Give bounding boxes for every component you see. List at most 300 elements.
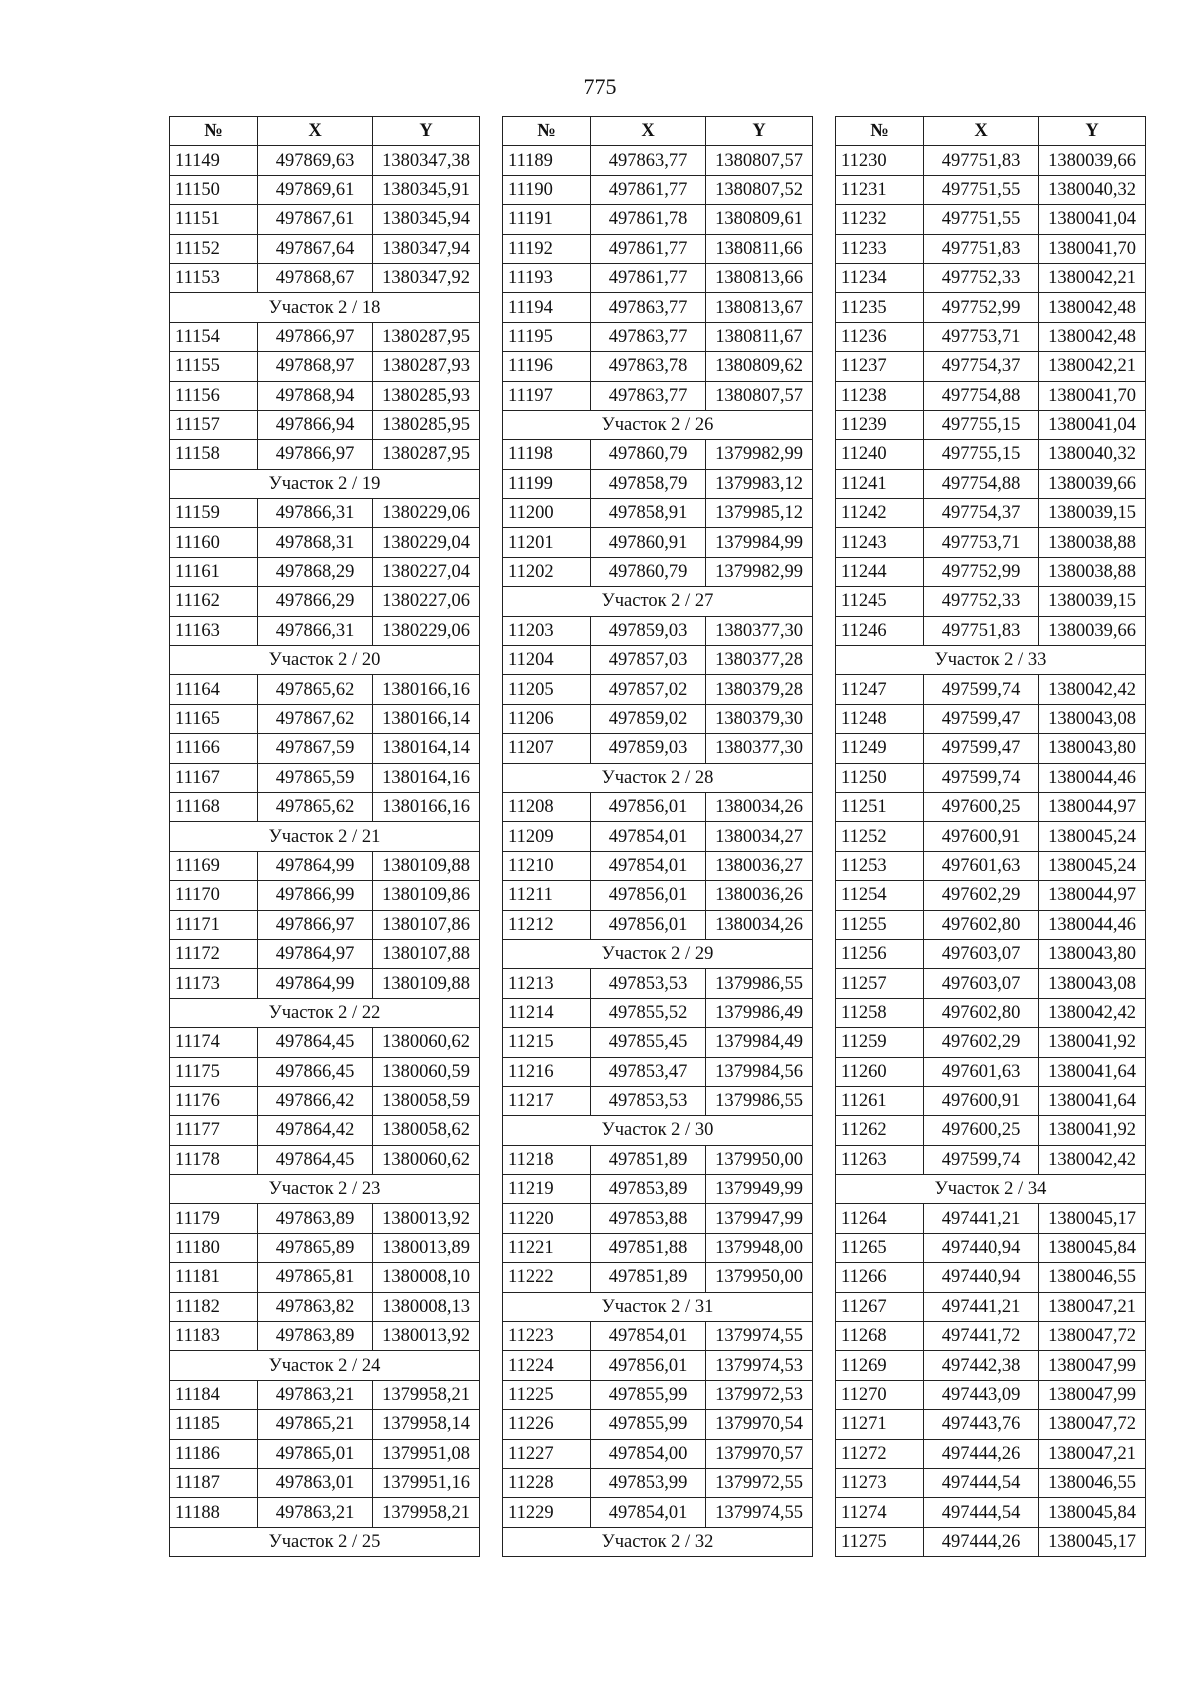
table-row bbox=[836, 175, 1146, 204]
point-number-cell: 11249 bbox=[836, 734, 924, 763]
x-coordinate-cell: 497754,37 bbox=[924, 499, 1039, 528]
y-coordinate-cell: 1380041,04 bbox=[1039, 205, 1146, 234]
x-coordinate-cell: 497754,88 bbox=[924, 381, 1039, 410]
table-row bbox=[503, 1028, 813, 1057]
table-row bbox=[836, 293, 1146, 322]
y-coordinate-cell: 1380287,93 bbox=[373, 352, 480, 381]
x-coordinate-cell: 497857,03 bbox=[591, 646, 706, 675]
page-number: 775 bbox=[583, 74, 617, 99]
x-coordinate-cell: 497441,21 bbox=[924, 1292, 1039, 1321]
table-row bbox=[503, 381, 813, 410]
y-coordinate-cell: 1380045,84 bbox=[1039, 1233, 1146, 1262]
table-row bbox=[503, 205, 813, 234]
point-number-cell: 11152 bbox=[170, 234, 258, 263]
x-coordinate-cell: 497863,77 bbox=[591, 381, 706, 410]
y-coordinate-cell: 1380045,84 bbox=[1039, 1498, 1146, 1527]
x-coordinate-cell: 497755,15 bbox=[924, 440, 1039, 469]
section-label: Участок 2 / 25 bbox=[170, 1527, 480, 1556]
point-number-cell: 11240 bbox=[836, 440, 924, 469]
table-row bbox=[836, 1292, 1146, 1321]
point-number-cell: 11269 bbox=[836, 1351, 924, 1380]
x-coordinate-cell: 497863,21 bbox=[258, 1498, 373, 1527]
x-coordinate-cell: 497861,77 bbox=[591, 234, 706, 263]
y-coordinate-cell: 1379984,56 bbox=[706, 1057, 813, 1086]
x-coordinate-cell: 497853,47 bbox=[591, 1057, 706, 1086]
point-number-cell: 11211 bbox=[503, 881, 591, 910]
x-coordinate-cell: 497853,89 bbox=[591, 1175, 706, 1204]
y-coordinate-cell: 1380036,27 bbox=[706, 851, 813, 880]
x-coordinate-cell: 497864,42 bbox=[258, 1116, 373, 1145]
y-coordinate-cell: 1380034,26 bbox=[706, 792, 813, 821]
y-coordinate-cell: 1380807,57 bbox=[706, 146, 813, 175]
y-coordinate-cell: 1380109,88 bbox=[373, 851, 480, 880]
x-coordinate-cell: 497851,88 bbox=[591, 1233, 706, 1262]
point-number-cell: 11166 bbox=[170, 734, 258, 763]
y-coordinate-cell: 1379974,53 bbox=[706, 1351, 813, 1380]
table-row bbox=[836, 1410, 1146, 1439]
point-number-cell: 11219 bbox=[503, 1175, 591, 1204]
y-coordinate-cell: 1380811,67 bbox=[706, 322, 813, 351]
y-coordinate-cell: 1380109,88 bbox=[373, 969, 480, 998]
table-row bbox=[836, 381, 1146, 410]
x-coordinate-cell: 497443,09 bbox=[924, 1380, 1039, 1409]
point-number-cell: 11248 bbox=[836, 704, 924, 733]
point-number-cell: 11266 bbox=[836, 1263, 924, 1292]
x-coordinate-cell: 497866,42 bbox=[258, 1086, 373, 1115]
point-number-cell: 11151 bbox=[170, 205, 258, 234]
table-row bbox=[503, 1322, 813, 1351]
point-number-cell: 11199 bbox=[503, 469, 591, 498]
y-coordinate-cell: 1380809,62 bbox=[706, 352, 813, 381]
table-header-row bbox=[503, 117, 813, 146]
table-row bbox=[170, 939, 480, 968]
table-row bbox=[836, 881, 1146, 910]
y-coordinate-cell: 1380039,66 bbox=[1039, 616, 1146, 645]
x-coordinate-cell: 497854,01 bbox=[591, 1322, 706, 1351]
section-row bbox=[503, 939, 813, 968]
point-number-cell: 11243 bbox=[836, 528, 924, 557]
section-label: Участок 2 / 19 bbox=[170, 469, 480, 498]
y-coordinate-cell: 1380039,15 bbox=[1039, 587, 1146, 616]
y-coordinate-cell: 1380041,70 bbox=[1039, 234, 1146, 263]
header-x: X bbox=[924, 117, 1039, 146]
point-number-cell: 11180 bbox=[170, 1233, 258, 1262]
y-coordinate-cell: 1380045,24 bbox=[1039, 851, 1146, 880]
table-row bbox=[503, 1204, 813, 1233]
x-coordinate-cell: 497854,00 bbox=[591, 1439, 706, 1468]
x-coordinate-cell: 497858,79 bbox=[591, 469, 706, 498]
table-row bbox=[503, 1498, 813, 1527]
section-row bbox=[503, 1527, 813, 1556]
point-number-cell: 11217 bbox=[503, 1086, 591, 1115]
x-coordinate-cell: 497444,26 bbox=[924, 1527, 1039, 1556]
point-number-cell: 11251 bbox=[836, 792, 924, 821]
x-coordinate-cell: 497853,88 bbox=[591, 1204, 706, 1233]
x-coordinate-cell: 497602,29 bbox=[924, 881, 1039, 910]
y-coordinate-cell: 1379982,99 bbox=[706, 440, 813, 469]
point-number-cell: 11188 bbox=[170, 1498, 258, 1527]
table-row bbox=[836, 499, 1146, 528]
x-coordinate-cell: 497869,61 bbox=[258, 175, 373, 204]
point-number-cell: 11247 bbox=[836, 675, 924, 704]
y-coordinate-cell: 1380107,86 bbox=[373, 910, 480, 939]
point-number-cell: 11267 bbox=[836, 1292, 924, 1321]
y-coordinate-cell: 1380013,92 bbox=[373, 1204, 480, 1233]
table-row bbox=[503, 881, 813, 910]
table-row bbox=[836, 969, 1146, 998]
section-row bbox=[836, 1175, 1146, 1204]
point-number-cell: 11196 bbox=[503, 352, 591, 381]
header-y: Y bbox=[373, 117, 480, 146]
x-coordinate-cell: 497856,01 bbox=[591, 881, 706, 910]
header-y: Y bbox=[1039, 117, 1146, 146]
x-coordinate-cell: 497868,97 bbox=[258, 352, 373, 381]
table-row bbox=[836, 792, 1146, 821]
x-coordinate-cell: 497863,82 bbox=[258, 1292, 373, 1321]
table-row bbox=[170, 969, 480, 998]
table-row bbox=[503, 146, 813, 175]
point-number-cell: 11181 bbox=[170, 1263, 258, 1292]
x-coordinate-cell: 497603,07 bbox=[924, 939, 1039, 968]
point-number-cell: 11186 bbox=[170, 1439, 258, 1468]
table-row bbox=[836, 234, 1146, 263]
table-row bbox=[170, 1410, 480, 1439]
table-row bbox=[170, 352, 480, 381]
y-coordinate-cell: 1379986,55 bbox=[706, 969, 813, 998]
point-number-cell: 11237 bbox=[836, 352, 924, 381]
y-coordinate-cell: 1380347,92 bbox=[373, 263, 480, 292]
point-number-cell: 11191 bbox=[503, 205, 591, 234]
point-number-cell: 11210 bbox=[503, 851, 591, 880]
y-coordinate-cell: 1380166,16 bbox=[373, 792, 480, 821]
table-row bbox=[503, 969, 813, 998]
point-number-cell: 11203 bbox=[503, 616, 591, 645]
table-row bbox=[836, 146, 1146, 175]
point-number-cell: 11177 bbox=[170, 1116, 258, 1145]
point-number-cell: 11241 bbox=[836, 469, 924, 498]
y-coordinate-cell: 1380047,72 bbox=[1039, 1410, 1146, 1439]
x-coordinate-cell: 497868,94 bbox=[258, 381, 373, 410]
table-row bbox=[836, 1439, 1146, 1468]
point-number-cell: 11246 bbox=[836, 616, 924, 645]
x-coordinate-cell: 497865,01 bbox=[258, 1439, 373, 1468]
x-coordinate-cell: 497751,83 bbox=[924, 146, 1039, 175]
header-number: № bbox=[503, 117, 591, 146]
table-row bbox=[836, 910, 1146, 939]
x-coordinate-cell: 497752,33 bbox=[924, 587, 1039, 616]
x-coordinate-cell: 497851,89 bbox=[591, 1145, 706, 1174]
x-coordinate-cell: 497754,88 bbox=[924, 469, 1039, 498]
point-number-cell: 11268 bbox=[836, 1322, 924, 1351]
header-number: № bbox=[836, 117, 924, 146]
x-coordinate-cell: 497859,02 bbox=[591, 704, 706, 733]
y-coordinate-cell: 1380042,21 bbox=[1039, 352, 1146, 381]
y-coordinate-cell: 1380813,66 bbox=[706, 263, 813, 292]
point-number-cell: 11165 bbox=[170, 704, 258, 733]
point-number-cell: 11170 bbox=[170, 881, 258, 910]
point-number-cell: 11162 bbox=[170, 587, 258, 616]
x-coordinate-cell: 497853,53 bbox=[591, 1086, 706, 1115]
point-number-cell: 11222 bbox=[503, 1263, 591, 1292]
point-number-cell: 11225 bbox=[503, 1380, 591, 1409]
y-coordinate-cell: 1380041,04 bbox=[1039, 410, 1146, 439]
table-row bbox=[836, 410, 1146, 439]
x-coordinate-cell: 497855,52 bbox=[591, 998, 706, 1027]
x-coordinate-cell: 497864,99 bbox=[258, 969, 373, 998]
x-coordinate-cell: 497600,91 bbox=[924, 1086, 1039, 1115]
y-coordinate-cell: 1380047,21 bbox=[1039, 1439, 1146, 1468]
point-number-cell: 11252 bbox=[836, 822, 924, 851]
y-coordinate-cell: 1380008,13 bbox=[373, 1292, 480, 1321]
y-coordinate-cell: 1380044,97 bbox=[1039, 792, 1146, 821]
point-number-cell: 11234 bbox=[836, 263, 924, 292]
point-number-cell: 11226 bbox=[503, 1410, 591, 1439]
point-number-cell: 11275 bbox=[836, 1527, 924, 1556]
point-number-cell: 11182 bbox=[170, 1292, 258, 1321]
y-coordinate-cell: 1380045,24 bbox=[1039, 822, 1146, 851]
point-number-cell: 11167 bbox=[170, 763, 258, 792]
table-row bbox=[503, 1086, 813, 1115]
x-coordinate-cell: 497866,94 bbox=[258, 410, 373, 439]
y-coordinate-cell: 1380807,57 bbox=[706, 381, 813, 410]
x-coordinate-cell: 497866,97 bbox=[258, 910, 373, 939]
table-row bbox=[503, 1351, 813, 1380]
y-coordinate-cell: 1380043,80 bbox=[1039, 734, 1146, 763]
y-coordinate-cell: 1380034,26 bbox=[706, 910, 813, 939]
y-coordinate-cell: 1380809,61 bbox=[706, 205, 813, 234]
x-coordinate-cell: 497442,38 bbox=[924, 1351, 1039, 1380]
table-row bbox=[170, 616, 480, 645]
point-number-cell: 11175 bbox=[170, 1057, 258, 1086]
x-coordinate-cell: 497602,80 bbox=[924, 910, 1039, 939]
point-number-cell: 11153 bbox=[170, 263, 258, 292]
table-row bbox=[170, 792, 480, 821]
y-coordinate-cell: 1380345,91 bbox=[373, 175, 480, 204]
table-row bbox=[503, 1380, 813, 1409]
point-number-cell: 11192 bbox=[503, 234, 591, 263]
section-row bbox=[170, 822, 480, 851]
table-row bbox=[503, 646, 813, 675]
header-y: Y bbox=[706, 117, 813, 146]
point-number-cell: 11202 bbox=[503, 557, 591, 586]
point-number-cell: 11274 bbox=[836, 1498, 924, 1527]
table-row bbox=[836, 1351, 1146, 1380]
y-coordinate-cell: 1379958,21 bbox=[373, 1498, 480, 1527]
header-x: X bbox=[258, 117, 373, 146]
section-label: Участок 2 / 27 bbox=[503, 587, 813, 616]
x-coordinate-cell: 497863,77 bbox=[591, 293, 706, 322]
y-coordinate-cell: 1380377,30 bbox=[706, 616, 813, 645]
y-coordinate-cell: 1380046,55 bbox=[1039, 1263, 1146, 1292]
table-row bbox=[170, 410, 480, 439]
y-coordinate-cell: 1380041,70 bbox=[1039, 381, 1146, 410]
table-row bbox=[170, 1263, 480, 1292]
y-coordinate-cell: 1379970,57 bbox=[706, 1439, 813, 1468]
point-number-cell: 11239 bbox=[836, 410, 924, 439]
table-row bbox=[836, 822, 1146, 851]
point-number-cell: 11213 bbox=[503, 969, 591, 998]
point-number-cell: 11206 bbox=[503, 704, 591, 733]
table-row bbox=[836, 1380, 1146, 1409]
table-row bbox=[170, 1028, 480, 1057]
table-row bbox=[170, 763, 480, 792]
section-row bbox=[836, 646, 1146, 675]
x-coordinate-cell: 497441,21 bbox=[924, 1204, 1039, 1233]
y-coordinate-cell: 1379958,14 bbox=[373, 1410, 480, 1439]
x-coordinate-cell: 497753,71 bbox=[924, 322, 1039, 351]
point-number-cell: 11263 bbox=[836, 1145, 924, 1174]
y-coordinate-cell: 1379947,99 bbox=[706, 1204, 813, 1233]
table-row bbox=[170, 499, 480, 528]
table-row bbox=[836, 528, 1146, 557]
y-coordinate-cell: 1379984,99 bbox=[706, 528, 813, 557]
table-row bbox=[836, 1086, 1146, 1115]
section-label: Участок 2 / 30 bbox=[503, 1116, 813, 1145]
table-row bbox=[170, 322, 480, 351]
point-number-cell: 11216 bbox=[503, 1057, 591, 1086]
y-coordinate-cell: 1380164,16 bbox=[373, 763, 480, 792]
table-row bbox=[503, 440, 813, 469]
table-row bbox=[503, 263, 813, 292]
table-row bbox=[170, 557, 480, 586]
y-coordinate-cell: 1380041,64 bbox=[1039, 1057, 1146, 1086]
table-row bbox=[170, 1468, 480, 1497]
point-number-cell: 11233 bbox=[836, 234, 924, 263]
y-coordinate-cell: 1379972,55 bbox=[706, 1468, 813, 1497]
x-coordinate-cell: 497751,55 bbox=[924, 205, 1039, 234]
y-coordinate-cell: 1380046,55 bbox=[1039, 1468, 1146, 1497]
x-coordinate-cell: 497751,83 bbox=[924, 616, 1039, 645]
y-coordinate-cell: 1380040,32 bbox=[1039, 440, 1146, 469]
point-number-cell: 11230 bbox=[836, 146, 924, 175]
point-number-cell: 11253 bbox=[836, 851, 924, 880]
point-number-cell: 11185 bbox=[170, 1410, 258, 1439]
table-row bbox=[836, 1468, 1146, 1497]
x-coordinate-cell: 497864,45 bbox=[258, 1028, 373, 1057]
table-row bbox=[836, 263, 1146, 292]
section-label: Участок 2 / 24 bbox=[170, 1351, 480, 1380]
table-row bbox=[170, 1057, 480, 1086]
table-row bbox=[170, 704, 480, 733]
point-number-cell: 11183 bbox=[170, 1322, 258, 1351]
point-number-cell: 11178 bbox=[170, 1145, 258, 1174]
x-coordinate-cell: 497856,01 bbox=[591, 792, 706, 821]
x-coordinate-cell: 497866,29 bbox=[258, 587, 373, 616]
x-coordinate-cell: 497854,01 bbox=[591, 1498, 706, 1527]
point-number-cell: 11189 bbox=[503, 146, 591, 175]
x-coordinate-cell: 497851,89 bbox=[591, 1263, 706, 1292]
point-number-cell: 11272 bbox=[836, 1439, 924, 1468]
point-number-cell: 11273 bbox=[836, 1468, 924, 1497]
point-number-cell: 11244 bbox=[836, 557, 924, 586]
y-coordinate-cell: 1380042,48 bbox=[1039, 322, 1146, 351]
y-coordinate-cell: 1380285,93 bbox=[373, 381, 480, 410]
point-number-cell: 11255 bbox=[836, 910, 924, 939]
y-coordinate-cell: 1380377,30 bbox=[706, 734, 813, 763]
point-number-cell: 11264 bbox=[836, 1204, 924, 1233]
y-coordinate-cell: 1380060,59 bbox=[373, 1057, 480, 1086]
point-number-cell: 11205 bbox=[503, 675, 591, 704]
point-number-cell: 11158 bbox=[170, 440, 258, 469]
point-number-cell: 11155 bbox=[170, 352, 258, 381]
x-coordinate-cell: 497863,21 bbox=[258, 1380, 373, 1409]
y-coordinate-cell: 1380060,62 bbox=[373, 1145, 480, 1174]
x-coordinate-cell: 497861,77 bbox=[591, 175, 706, 204]
y-coordinate-cell: 1380047,21 bbox=[1039, 1292, 1146, 1321]
y-coordinate-cell: 1380058,59 bbox=[373, 1086, 480, 1115]
x-coordinate-cell: 497864,99 bbox=[258, 851, 373, 880]
y-coordinate-cell: 1380229,06 bbox=[373, 616, 480, 645]
x-coordinate-cell: 497864,97 bbox=[258, 939, 373, 968]
point-number-cell: 11220 bbox=[503, 1204, 591, 1233]
table-row bbox=[836, 1233, 1146, 1262]
point-number-cell: 11174 bbox=[170, 1028, 258, 1057]
section-label: Участок 2 / 20 bbox=[170, 646, 480, 675]
header-number: № bbox=[170, 117, 258, 146]
y-coordinate-cell: 1379986,49 bbox=[706, 998, 813, 1027]
y-coordinate-cell: 1380013,89 bbox=[373, 1233, 480, 1262]
table-row bbox=[170, 881, 480, 910]
x-coordinate-cell: 497861,78 bbox=[591, 205, 706, 234]
section-row bbox=[503, 587, 813, 616]
table-row bbox=[503, 1263, 813, 1292]
x-coordinate-cell: 497858,91 bbox=[591, 499, 706, 528]
x-coordinate-cell: 497440,94 bbox=[924, 1233, 1039, 1262]
y-coordinate-cell: 1380060,62 bbox=[373, 1028, 480, 1057]
y-coordinate-cell: 1379950,00 bbox=[706, 1145, 813, 1174]
x-coordinate-cell: 497602,29 bbox=[924, 1028, 1039, 1057]
point-number-cell: 11168 bbox=[170, 792, 258, 821]
point-number-cell: 11214 bbox=[503, 998, 591, 1027]
point-number-cell: 11257 bbox=[836, 969, 924, 998]
section-row bbox=[503, 1292, 813, 1321]
x-coordinate-cell: 497868,29 bbox=[258, 557, 373, 586]
point-number-cell: 11194 bbox=[503, 293, 591, 322]
y-coordinate-cell: 1380043,08 bbox=[1039, 969, 1146, 998]
table-row bbox=[170, 1380, 480, 1409]
section-label: Участок 2 / 23 bbox=[170, 1175, 480, 1204]
point-number-cell: 11176 bbox=[170, 1086, 258, 1115]
table-row bbox=[503, 1175, 813, 1204]
x-coordinate-cell: 497600,91 bbox=[924, 822, 1039, 851]
point-number-cell: 11163 bbox=[170, 616, 258, 645]
table-row bbox=[170, 1233, 480, 1262]
x-coordinate-cell: 497444,26 bbox=[924, 1439, 1039, 1468]
point-number-cell: 11179 bbox=[170, 1204, 258, 1233]
table-row bbox=[836, 734, 1146, 763]
x-coordinate-cell: 497855,45 bbox=[591, 1028, 706, 1057]
y-coordinate-cell: 1380038,88 bbox=[1039, 528, 1146, 557]
x-coordinate-cell: 497753,71 bbox=[924, 528, 1039, 557]
x-coordinate-cell: 497860,91 bbox=[591, 528, 706, 557]
y-coordinate-cell: 1380043,80 bbox=[1039, 939, 1146, 968]
x-coordinate-cell: 497868,31 bbox=[258, 528, 373, 557]
section-label: Участок 2 / 34 bbox=[836, 1175, 1146, 1204]
table-row bbox=[170, 440, 480, 469]
y-coordinate-cell: 1380039,15 bbox=[1039, 499, 1146, 528]
section-label: Участок 2 / 26 bbox=[503, 410, 813, 439]
table-row bbox=[170, 263, 480, 292]
table-row bbox=[170, 234, 480, 263]
section-row bbox=[503, 1116, 813, 1145]
table-row bbox=[170, 1322, 480, 1351]
point-number-cell: 11154 bbox=[170, 322, 258, 351]
x-coordinate-cell: 497602,80 bbox=[924, 998, 1039, 1027]
table-row bbox=[170, 910, 480, 939]
y-coordinate-cell: 1380008,10 bbox=[373, 1263, 480, 1292]
table-row bbox=[503, 822, 813, 851]
section-row bbox=[170, 293, 480, 322]
